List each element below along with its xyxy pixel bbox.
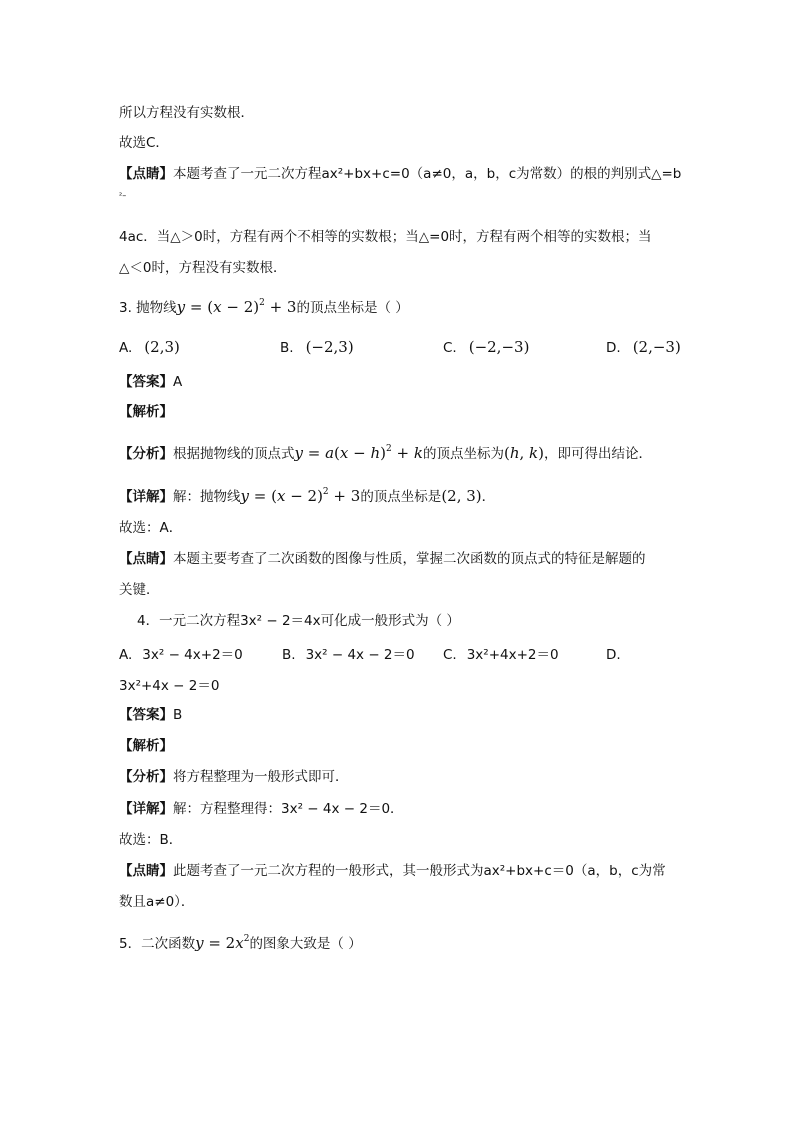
text-line: 关键．	[119, 582, 160, 598]
analysis-tag: 【解析】	[119, 738, 173, 754]
text-line: 故选C．	[119, 135, 169, 151]
fenxi-line: 【分析】将方程整理为一般形式即可．	[119, 769, 349, 785]
option-d[interactable]: D.	[606, 647, 621, 663]
option-b[interactable]: B. 3x² − 4x − 2＝0	[282, 647, 415, 663]
dianjing-tag: 【点睛】	[119, 166, 173, 182]
answer-line: 【答案】A	[119, 374, 183, 390]
equation: $y = a(x - h)^2 + k$	[294, 444, 423, 462]
text-line: 故选：B．	[119, 832, 183, 848]
option-d[interactable]: D. (2,−3)	[606, 338, 681, 356]
equation: (h, k)	[503, 444, 544, 462]
text-line: △＜0时，方程没有实数根．	[119, 260, 287, 276]
equation: (2, 3)	[441, 487, 482, 505]
option-c[interactable]: C. (−2,−3)	[443, 338, 530, 356]
option-d-value[interactable]: 3x²+4x − 2＝0	[119, 678, 220, 694]
dianjing-line: 【点睛】本题主要考查了二次函数的图像与性质，掌握二次函数的顶点式的特征是解题的	[119, 551, 646, 567]
dianjing-line	[119, 164, 681, 184]
text-line: 数且a≠0）．	[119, 894, 195, 910]
option-a[interactable]: A. (2,3)	[119, 338, 180, 356]
equation: $y = 2x^2$	[195, 934, 250, 952]
answer-line: 【答案】B	[119, 707, 183, 723]
equation: $y = (x - 2)^2 + 3$	[176, 298, 297, 316]
dianjing-line: 【点睛】此题考查了一元二次方程的一般形式，其一般形式为ax²+bx+c＝0（a，b，c为常	[119, 863, 666, 879]
analysis-tag: 【解析】	[119, 404, 173, 420]
text-line: 故选：A．	[119, 520, 183, 536]
xiangjie-line: 【详解】解：抛物线$y = (x - 2)^2 + 3$的顶点坐标是(2, 3)．	[119, 487, 496, 505]
option-b[interactable]: B. (−2,3)	[280, 338, 354, 356]
equation: $y = (x - 2)^2 + 3$	[240, 487, 361, 505]
question-5-stem: 5．二次函数$y = 2x^2$的图象大致是（ ）	[119, 934, 362, 952]
xiangjie-line: 【详解】解：方程整理得：3x² − 4x − 2＝0．	[119, 801, 404, 817]
text-line: 4ac．当△＞0时，方程有两个不相等的实数根；当△=0时，方程有两个相等的实数根；当	[119, 229, 652, 245]
text-fragment: ²–	[119, 191, 127, 200]
dianjing-text: 本题考查了一元二次方程ax²+bx+c=0（a≠0，a，b，c为常数）的根的判别式△=b	[173, 166, 682, 182]
text-line: 所以方程没有实数根．	[119, 105, 254, 121]
question-3-stem: 3. 抛物线$y = (x - 2)^2 + 3$的顶点坐标是（ ）	[119, 298, 409, 316]
fenxi-line: 【分析】根据抛物线的顶点式$y = a(x - h)^2 + k$的顶点坐标为(h, k)，即可得出结论．	[119, 444, 652, 462]
option-a[interactable]: A. 3x² − 4x+2＝0	[119, 647, 243, 663]
question-4-stem: 4．一元二次方程3x² − 2＝4x可化成一般形式为（ ）	[137, 613, 460, 629]
option-c[interactable]: C. 3x²+4x+2＝0	[443, 647, 559, 663]
